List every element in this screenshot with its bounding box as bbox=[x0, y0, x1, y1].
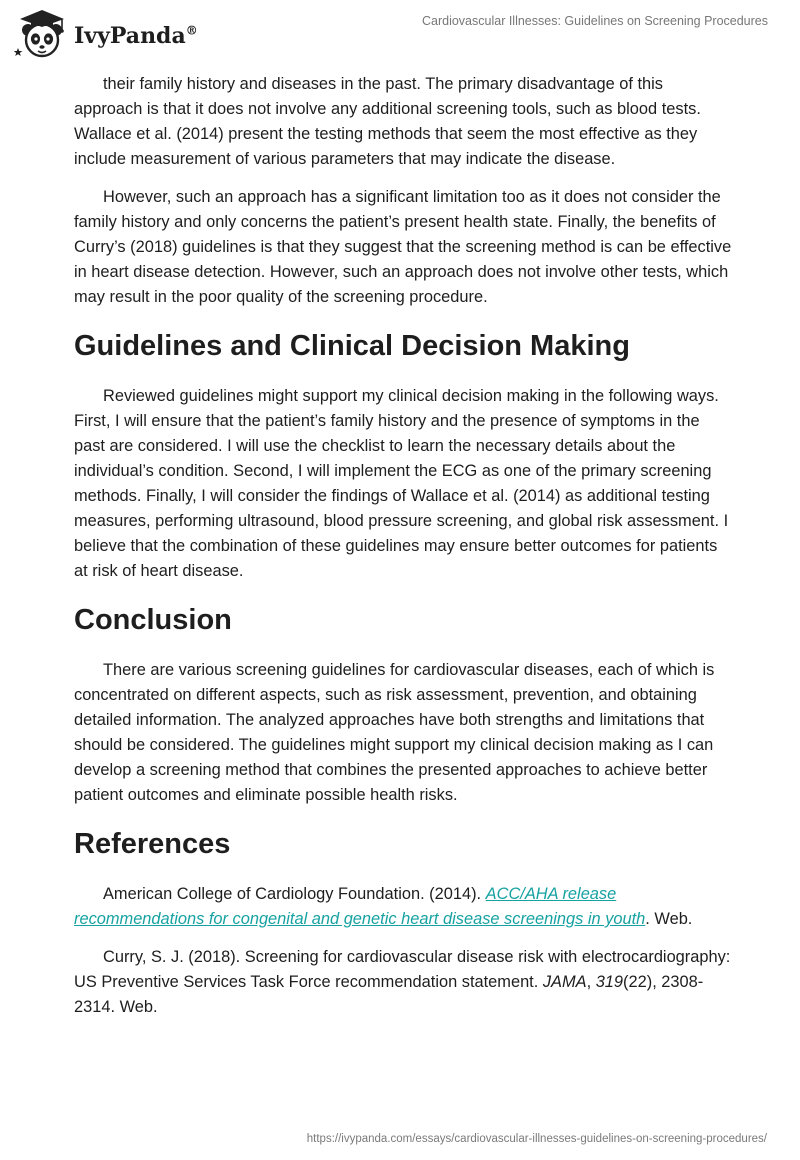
reference-1-text: American College of Cardiology Foundation. (2014). bbox=[103, 885, 486, 903]
panda-graduate-icon bbox=[14, 8, 70, 60]
paragraph-4: There are various screening guidelines for cardiovascular diseases, each of which is concentrated on different aspects, such as risk assessment, prevention, and obtaining detailed information. The analyzed approaches have both strengths and limitations that should be considered. The guidelines might support my clinical decision making as I can develop a screening method that combines the presented approaches to achieve better patient outcomes and eliminate possible health risks. bbox=[74, 661, 715, 804]
brand-logo[interactable] bbox=[14, 8, 198, 60]
page-url: https://ivypanda.com/essays/cardiovascular-illnesses-guidelines-on-screening-procedures/ bbox=[306, 1133, 767, 1145]
paragraph-2: However, such an approach has a significant limitation too as it does not consider the family history and only concerns the patient’s present health state. Finally, the benefits of Curry’s (2018) guidelines is that they suggest that the screening method is can be effective in heart disease detection. However, such an approach does not involve other tests, which may result in the poor quality of the screening procedure. bbox=[74, 188, 732, 306]
reference-1 bbox=[74, 882, 734, 932]
reference-1-suffix: . Web. bbox=[645, 910, 693, 928]
brand-name: IvyPanda bbox=[74, 23, 186, 49]
reference-2 bbox=[74, 945, 734, 1020]
page-header bbox=[0, 0, 800, 70]
reference-2-volume: 319 bbox=[595, 973, 624, 991]
reference-1-link[interactable]: ACC/AHA release recommendations for congenital and genetic heart disease screenings in youth bbox=[74, 885, 646, 928]
reference-2-text: Curry, S. J. (2018). Screening for cardiovascular disease risk with electrocardiography: US Preventive Services Task Force recommendation statement. bbox=[74, 948, 731, 991]
paragraph-1: their family history and diseases in the past. The primary disadvantage of this approach is that it does not involve any additional screening tools, such as blood tests. Wallace et al. (2014) present the testing methods that seem the most effective as they include measurement of various parameters that may indicate the disease. bbox=[74, 75, 701, 168]
essay-content bbox=[74, 72, 734, 1033]
paragraph-3: Reviewed guidelines might support my clinical decision making in the following ways. First, I will ensure that the patient’s family history and the presence of symptoms in the past are considered. I will use the checklist to learn the necessary details about the individual’s condition. Second, I will implement the ECG as one of the primary screening methods. Finally, I will consider the findings of Wallace et al. (2014) as additional testing measures, performing ultrasound, blood pressure screening, and global risk assessment. I believe that the combination of these guidelines may ensure better outcomes for patients at risk of heart disease. bbox=[74, 387, 729, 580]
heading-conclusion: Conclusion bbox=[74, 604, 232, 636]
document-title: Cardiovascular Illnesses: Guidelines on Screening Procedures bbox=[421, 14, 768, 28]
heading-guidelines: Guidelines and Clinical Decision Making bbox=[74, 330, 630, 362]
heading-references: References bbox=[74, 828, 231, 860]
reference-2-suffix: (22), 2308-2314. Web. bbox=[74, 973, 704, 1016]
brand-registered-mark: ® bbox=[185, 23, 198, 38]
reference-2-journal: JAMA bbox=[542, 973, 587, 991]
reference-2-separator: , bbox=[586, 973, 596, 991]
